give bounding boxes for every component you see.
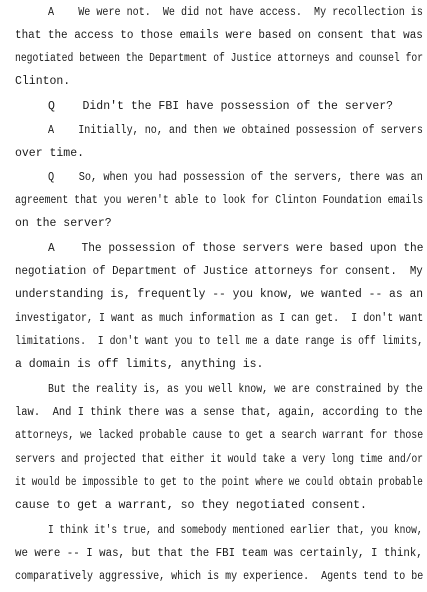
transcript-line: A Initially, no, and then we obtained possession of servers bbox=[48, 124, 423, 137]
transcript-line: that the access to those emails were based on consent that was bbox=[15, 29, 423, 42]
transcript-line: investigator, I want as much information as I can get. I don't want bbox=[15, 312, 424, 325]
transcript-line: agreement that you weren't able to look for Clinton Foundation emails bbox=[15, 194, 424, 207]
transcript-line: understanding is, frequently -- you know, we wanted -- as an bbox=[15, 288, 424, 301]
transcript-line: law. And I think there was a sense that, again, according to the bbox=[15, 406, 423, 419]
transcript-line: on the server? bbox=[15, 217, 112, 230]
transcript-line: comparatively aggressive, which is my experience. Agents tend to be bbox=[15, 570, 424, 583]
transcript-line: attorneys, we lacked probable cause to get a search warrant for those bbox=[15, 429, 424, 442]
transcript-line: Q Didn't the FBI have possession of the server? bbox=[48, 100, 394, 113]
transcript-line: cause to get a warrant, so they negotiated consent. bbox=[15, 499, 367, 512]
transcript-line: But the reality is, as you well know, we are constrained by the bbox=[48, 383, 423, 396]
transcript-line: it would be impossible to get to the point where we could obtain probable bbox=[15, 476, 423, 489]
transcript-line: we were -- I was, but that the FBI team was certainly, I think, bbox=[15, 547, 423, 560]
transcript-line: over time. bbox=[15, 147, 85, 160]
transcript-line: A We were not. We did not have access. My recollection is bbox=[48, 6, 423, 19]
transcript-line: Clinton. bbox=[15, 75, 71, 88]
transcript-line: A The possession of those servers were based upon the bbox=[48, 242, 424, 255]
transcript-line: limitations. I don't want you to tell me a date range is off limits, bbox=[15, 335, 424, 348]
transcript-line: servers and projected that either it would take a very long time and/or bbox=[15, 453, 424, 466]
transcript-line: negotiation of Department of Justice attorneys for consent. My bbox=[15, 265, 423, 278]
transcript-line: I think it's true, and somebody mentioned earlier that, you know, bbox=[48, 524, 423, 537]
transcript-line: a domain is off limits, anything is. bbox=[15, 358, 264, 371]
transcript-line: Q So, when you had possession of the servers, there was an bbox=[48, 171, 423, 184]
transcript-line: negotiated between the Department of Justice attorneys and counsel for bbox=[15, 52, 424, 65]
